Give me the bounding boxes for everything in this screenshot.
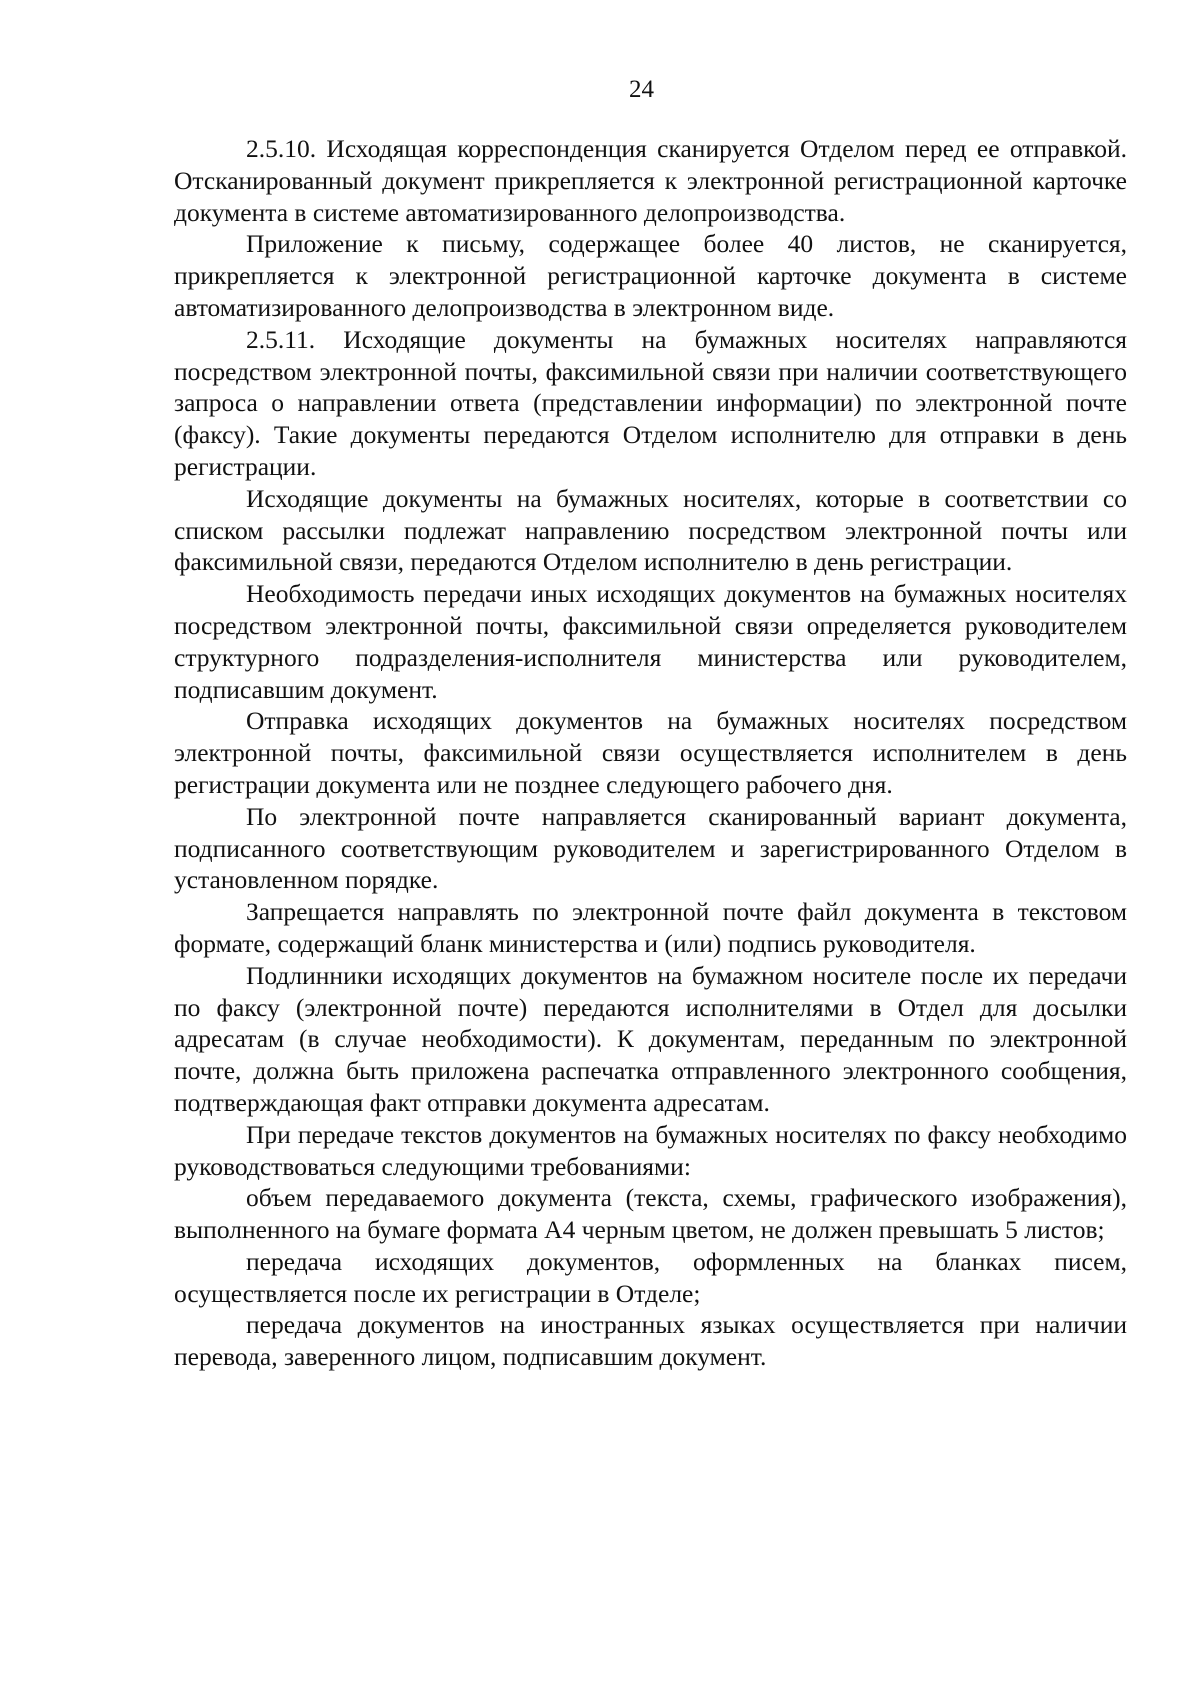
requirement-letterhead: передача исходящих документов, оформленных на бланках писем, осуществляется после их регистрации в Отделе; bbox=[174, 1246, 1127, 1308]
paragraph-fax-requirements: При передаче текстов документов на бумажных носителях по факсу необходимо руководствоваться следующими требованиями: bbox=[174, 1119, 1127, 1181]
requirement-foreign-language: передача документов на иностранных языках осуществляется при наличии перевода, заверенного лицом, подписавшим документ. bbox=[174, 1310, 1127, 1372]
paragraph-2-5-10: 2.5.10. Исходящая корреспонденция сканируется Отделом перед ее отправкой. Отсканированный документ прикрепляется к электронной регистрационной карточке документа в системе автоматизированного делопроизводства. bbox=[174, 134, 1127, 227]
paragraph-prohibition: Запрещается направлять по электронной почте файл документа в текстовом формате, содержащий бланк министерства и (или) подпись руководителя. bbox=[174, 897, 1127, 958]
document-body bbox=[174, 133, 1127, 1373]
paragraph-2-5-11: 2.5.11. Исходящие документы на бумажных носителях направляются посредством электронной почты, факсимильной связи при наличии соответствующего запроса о направлении ответа (представлении информации) по электронной почте (факсу). Такие документы передаются Отделом исполнителю для отправки в день регистрации. bbox=[174, 324, 1127, 481]
paragraph-mailing-list: Исходящие документы на бумажных носителях, которые в соответствии со списком рассылки подлежат направлению посредством электронной почты или факсимильной связи, передаются Отделом исполнителю в день регистрации. bbox=[174, 483, 1127, 577]
page-number: 24 bbox=[629, 76, 654, 103]
requirement-volume: объем передаваемого документа (текста, схемы, графического изображения), выполненного на бумаге формата А4 черным цветом, не должен превышать 5 листов; bbox=[174, 1183, 1127, 1245]
paragraph-scanned-version: По электронной почте направляется сканированный вариант документа, подписанного соответствующим руководителем и зарегистрированного Отделом в установленном порядке. bbox=[174, 801, 1127, 895]
paragraph-originals: Подлинники исходящих документов на бумажном носителе после их передачи по факсу (электронной почте) передаются исполнителями в Отдел для досылки адресатам (в случае необходимости). К документам, переданным по электронной почте, должна быть приложена распечатка отправленного электронного сообщения, подтверждающая факт отправки документа адресатам. bbox=[174, 960, 1127, 1117]
paragraph-attachment-scanning: Приложение к письму, содержащее более 40 листов, не сканируется, прикрепляется к электронной регистрационной карточке документа в системе автоматизированного делопроизводства в электронном виде. bbox=[174, 229, 1127, 322]
paragraph-sending-deadline: Отправка исходящих документов на бумажных носителях посредством электронной почты, факсимильной связи осуществляется исполнителем в день регистрации документа или не позднее следующего рабочего дня. bbox=[174, 706, 1127, 799]
paragraph-other-documents: Необходимость передачи иных исходящих документов на бумажных носителях посредством электронной почты, факсимильной связи определяется руководителем структурного подразделения-исполнителя министерства или руководителем, подписавшим документ. bbox=[174, 579, 1127, 704]
